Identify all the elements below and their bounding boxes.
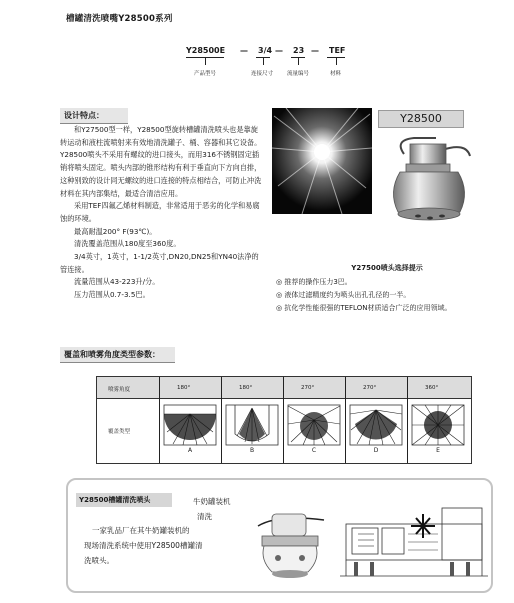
- table-header-row: [97, 377, 471, 399]
- model-label: Y28500: [378, 110, 464, 128]
- application-text-3: 洗喷头。: [84, 556, 114, 565]
- tip-item: ◎ 推荐的操作压力3巴。: [276, 278, 352, 286]
- pattern-d-icon: [349, 404, 403, 446]
- column-divider: [345, 377, 346, 463]
- code-tick: [336, 57, 337, 65]
- angle-d: 270°: [363, 385, 377, 391]
- design-heading: 设计特点：: [60, 108, 128, 124]
- column-divider: [159, 377, 160, 463]
- angle-c: 270°: [301, 385, 315, 391]
- label-size: 连接尺寸: [251, 71, 274, 77]
- design-text: [60, 124, 265, 302]
- coverage-heading: 覆盖和喷雾角度类型参数：: [60, 347, 175, 363]
- symbol-e: E: [436, 447, 440, 454]
- label-model: 产品型号: [194, 71, 217, 77]
- selection-tips: [276, 262, 498, 315]
- code-flow: 23: [293, 46, 305, 55]
- pattern-e-icon: [411, 404, 465, 446]
- label-material: 材料: [330, 71, 342, 77]
- pattern-c-icon: [287, 404, 341, 446]
- symbol-a: A: [187, 447, 193, 454]
- label-flow: 流量编号: [287, 71, 310, 77]
- code-tick: [298, 57, 299, 65]
- filling-machine-diagram: [338, 500, 488, 584]
- column-divider: [221, 377, 222, 463]
- spec-temperature: 最高耐温200° F(93℃)。: [74, 226, 157, 236]
- angle-a: 180°: [177, 385, 191, 391]
- design-paragraph-2: 采用TEF四氟乙烯材料制造，非常适用于恶劣的化学和易腐蚀的环境。: [60, 201, 260, 223]
- code-dash: —: [240, 46, 248, 55]
- spec-coverage: 清洗覆盖范围从180度至360度。: [74, 239, 181, 249]
- spec-flow: 流量范围从43-223升/分。: [74, 277, 160, 287]
- spray-photo: [272, 108, 372, 214]
- tip-item: ◎ 抗化学性能很强的TEFLON材质适合广泛的应用领域。: [276, 304, 452, 312]
- symbol-d: D: [373, 447, 379, 454]
- code-dash: —: [311, 46, 319, 55]
- angle-e: 360°: [425, 385, 439, 391]
- design-paragraph-1: 和Y27500型一样，Y28500型旋转槽罐清洗喷头也是靠旋转运动和液柱流喷射来有效地清洗罐子、桶、容器和其它设备。Y28500喷头不采用有螺纹的进口接头，而用316不锈钢固定插销将喷头固定。喷头内部的锥形结构有利于垂直向下方向自排，这种别致的设计同无螺纹的进口连接的特点相结合，可防止冲洗材料在其内部集结，最适合清洁应用。: [60, 125, 262, 198]
- row-label-spray-angle: 喷雾角度: [108, 387, 131, 393]
- pattern-b-icon: [225, 404, 279, 446]
- nozzle-photo: [374, 130, 484, 240]
- application-tag: Y28500槽罐清洗喷头: [76, 493, 172, 507]
- angle-b: 180°: [239, 385, 253, 391]
- code-tick: [263, 57, 264, 65]
- tip-item: ◎ 液体过滤精度约为喷头出孔孔径的一半。: [276, 291, 411, 299]
- column-divider: [407, 377, 408, 463]
- symbol-b: B: [249, 447, 255, 454]
- code-tick: [205, 57, 206, 65]
- pattern-a-icon: [163, 404, 217, 446]
- code-size: 3/4: [258, 46, 273, 55]
- caption-line-1: 牛奶罐装机: [193, 497, 231, 506]
- application-text-1: 一家乳品厂在其牛奶罐装机的: [92, 526, 190, 535]
- symbol-c: C: [311, 447, 317, 454]
- code-material: TEF: [329, 46, 346, 55]
- page-title: 槽罐清洗喷嘴Y28500系列: [66, 14, 173, 24]
- tips-heading: Y27500喷头选择提示: [351, 264, 423, 272]
- spec-pressure: 压力范围从0.7-3.5巴。: [74, 290, 150, 300]
- code-model: Y28500E: [186, 46, 226, 55]
- coverage-table: [96, 376, 472, 464]
- row-label-coverage-type: 覆盖类型: [108, 429, 131, 435]
- nozzle-in-use-photo: [248, 500, 334, 584]
- application-text-2: 现场清洗系统中使用Y28500槽罐清: [84, 541, 203, 550]
- column-divider: [283, 377, 284, 463]
- code-dash: —: [275, 46, 283, 55]
- spec-connection: 3/4英寸，1英寸，1-1/2英寸,DN20,DN25和YN40法净的管连接。: [60, 252, 259, 274]
- caption-line-2: 清洗: [197, 512, 212, 521]
